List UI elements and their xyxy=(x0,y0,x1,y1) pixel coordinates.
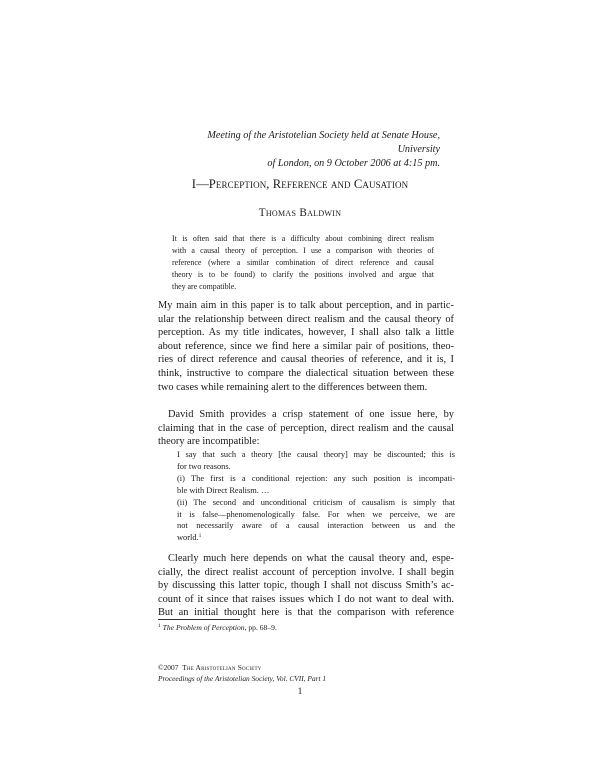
copyright-line xyxy=(158,663,326,674)
quote-line: for two reasons. xyxy=(177,461,231,471)
copyright-block xyxy=(158,663,326,684)
body-paragraph-3 xyxy=(158,552,454,620)
text-line: think, instructive to compare the dialectical situation between these xyxy=(158,367,454,379)
text-line: Clearly much here depends on what the causal theory and, espe- xyxy=(168,553,454,564)
abstract-line: with a causal theory of perception. I use a comparison with theories of xyxy=(172,246,434,255)
text-line: two cases while remaining alert to the differences between them. xyxy=(158,381,428,393)
journal-citation: Proceedings of the Aristotelian Society, Vol. CVII, Part 1 xyxy=(158,673,327,683)
footnote-work-title: The Problem of Perception xyxy=(162,623,245,632)
page-number: 1 xyxy=(297,687,303,697)
footnote-reference[interactable]: 1 xyxy=(198,533,202,540)
text-line: claiming that in the case of perception, direct realism and the causal xyxy=(158,422,454,434)
text-line: theory are incompatible: xyxy=(158,436,260,448)
quote-line: it is false—phenomenologically false. For when we perceive, we are xyxy=(177,509,455,519)
text-line: My main aim in this paper is to talk about perception, and in partic- xyxy=(158,300,454,311)
footnote-divider xyxy=(158,619,240,620)
abstract-line: It is often said that there is a difficulty about combining direct realism xyxy=(172,234,434,243)
abstract-line: reference (where a similar combination of direct reference and causal xyxy=(172,258,434,267)
text-line: But an initial thought here is that the comparison with reference xyxy=(158,607,454,619)
quote-line: not necessarily aware of a causal interaction between us and the xyxy=(177,521,455,531)
footnote xyxy=(158,623,277,633)
quote-line: I say that such a theory [the causal theory] may be discounted; this is xyxy=(177,450,455,459)
text-line: count of it since that raises issues which I do not want to deal with. xyxy=(158,593,454,605)
text-line: ular the relationship between direct realism and the causal theory of xyxy=(158,313,454,325)
abstract-line: theory is to be found) to clarify the positions involved and argue that xyxy=(172,270,434,279)
body-paragraph-2 xyxy=(158,408,454,449)
footnote-mark: 1 xyxy=(158,623,161,629)
quote-line: ble with Direct Realism. … xyxy=(177,485,270,495)
meeting-line-1: Meeting of the Aristotelian Society held at Senate House, University xyxy=(207,130,440,155)
quote-line-last xyxy=(177,532,455,544)
copyright-year: ©2007 xyxy=(158,663,179,672)
text-line: by discussing this latter topic, though I shall not discuss Smith’s ac- xyxy=(158,580,454,592)
footnote-pages: , pp. 68–9. xyxy=(244,623,277,632)
abstract xyxy=(172,233,434,293)
quote-line: (ii) The second and unconditional criticism of causalism is simply that xyxy=(177,497,455,507)
abstract-line: they are compatible. xyxy=(172,282,237,291)
text-line: David Smith provides a crisp statement of one issue here, by xyxy=(168,409,454,420)
meeting-note xyxy=(170,129,440,171)
publisher-name: The Aristotelian Society xyxy=(182,663,262,672)
block-quote xyxy=(177,449,455,544)
article-author: Thomas Baldwin xyxy=(258,207,342,219)
text-line: ries of direct reference and causal theories of reference, and it is, I xyxy=(158,354,454,366)
quote-line: world. xyxy=(177,533,199,543)
quote-line: (i) The first is a conditional rejection: any such position is incompati- xyxy=(177,473,455,483)
article-title: I—Perception, Reference and Causation xyxy=(191,177,409,191)
meeting-line-2: of London, on 9 October 2006 at 4:15 pm. xyxy=(267,158,440,169)
text-line: cially, the direct realist account of perception involve. I shall begin xyxy=(158,566,454,578)
text-line: about reference, since we find here a similar pair of positions, theo- xyxy=(158,340,454,352)
text-line: perception. As my title indicates, however, I shall also talk a little xyxy=(158,327,454,339)
body-paragraph-1 xyxy=(158,299,454,394)
